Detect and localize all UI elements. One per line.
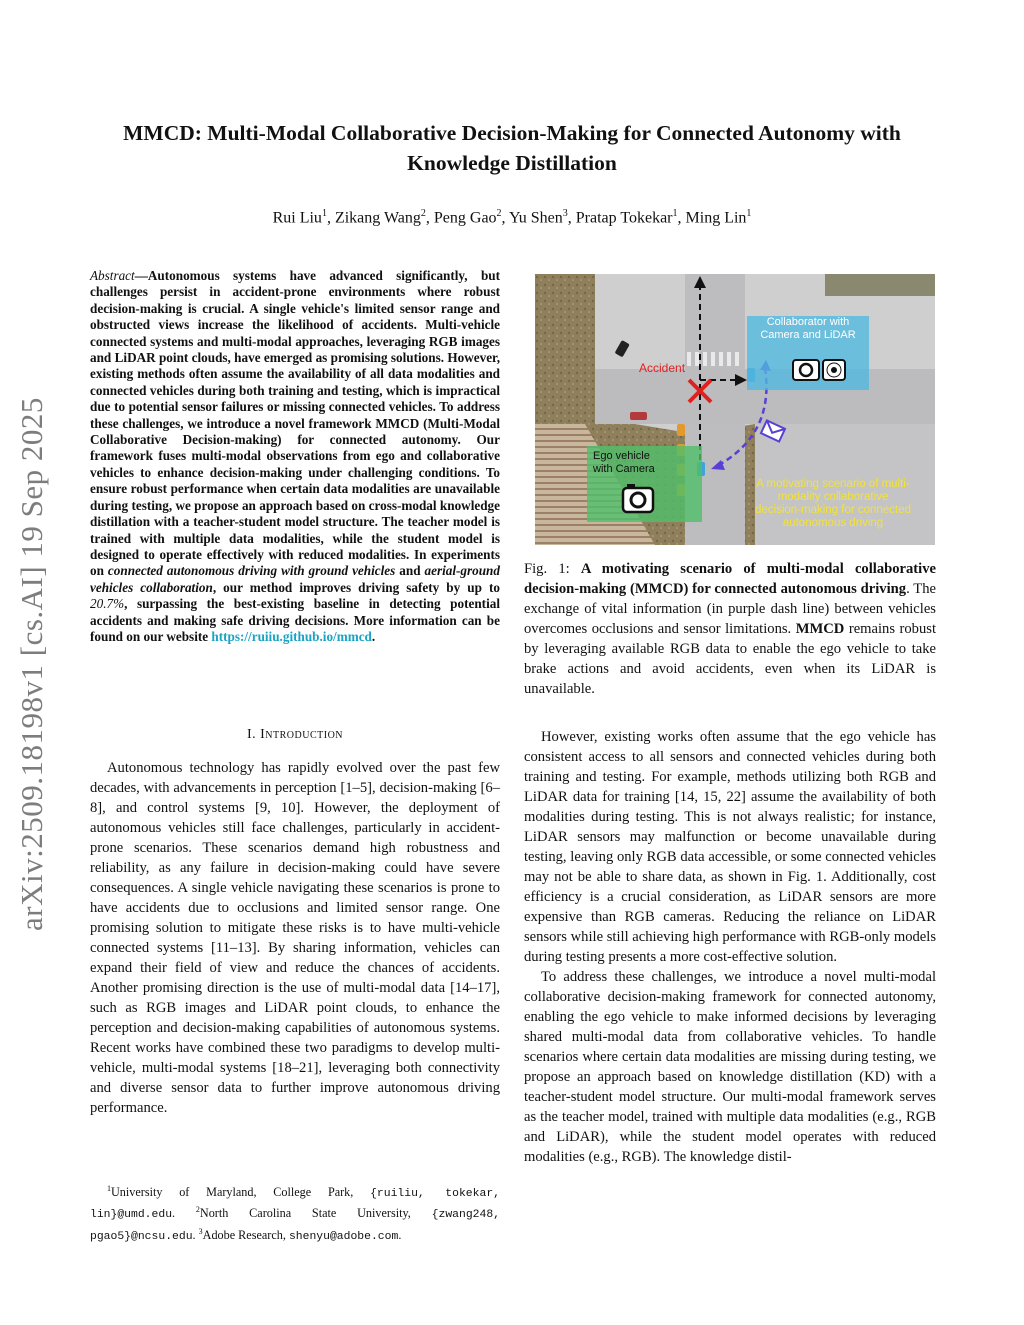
motivating-label-line-1: A motivating scenario of multi-: [756, 478, 910, 490]
author-name: Zikang Wang: [334, 209, 421, 227]
abstract-end: .: [371, 628, 376, 644]
motivating-label-line-2: modality collaborative: [777, 491, 889, 503]
title-line-1: MMCD: Multi-Modal Collaborative Decision-Making for Connected Autonomy with: [123, 121, 901, 145]
abstract-text-3: , our method improves driving safety by up to: [212, 579, 500, 595]
intro-column: [90, 758, 500, 1118]
aff-sep-2: .: [192, 1228, 199, 1242]
aff-email-1: {ruiliu, tokekar, lin}@umd.edu: [90, 1188, 500, 1222]
author-affiliation-mark: 2: [420, 208, 426, 219]
author-affiliation-mark: 2: [496, 208, 502, 219]
motivating-label-line-3: decision-making for connected: [755, 504, 911, 516]
affiliation-footnote: [90, 1181, 500, 1245]
ego-label-line-2: with Camera: [593, 463, 655, 475]
caption-bold-mmcd: MMCD: [795, 621, 845, 637]
aff-sep-3: .: [398, 1228, 402, 1242]
author-affiliation-mark: 1: [321, 208, 327, 219]
author-affiliation-mark: 3: [562, 208, 568, 219]
abstract-emph-1: connected autonomous driving with ground vehicles: [107, 563, 396, 579]
right-paragraph-1: However, existing works often assume that the ego vehicle has consistent access to all sensors and connected vehicles during both training and testing. For example, methods utilizing both RGB and LiDAR data for training [14, 15, 22] assume the availability of both modalities during testing. This is not always realistic; for instance, LiDAR sensors may malfunction or become unavailable during testing, leaving only RGB data accessible, or some connected vehicles may not be able to share data, as shown in Fig. 1. Additionally, cost efficiency is a crucial consideration, as LiDAR sensors are more expensive than RGB cameras. Reducing the reliance on LiDAR sensors while still achieving high performance with RGB-only models during testing presents a more cost-effective solution.: [524, 729, 936, 965]
author-name: Rui Liu: [272, 209, 322, 227]
intro-paragraph-1: Autonomous technology has rapidly evolved over the past few decades, with advancements in perception [1–5], decision-making [6–8], and control systems [9, 10]. However, the deployment of autonomous vehicles still face challenges, particularly in accident-prone scenarios. These scenarios demand high robustness and reliability, as any failure in decision-making could have severe consequences. A single vehicle navigating these scenarios is prone to have accidents due to occlusions and limited sensor range. One promising solution to mitigate these risks is to have multi-vehicle connected systems [11–13]. By sharing information, vehicles can expand their field of view and reduce the chances of accidents. Another promising direction is the use of multi-modal data [14–17], such as RGB images and LiDAR point clouds, to enhance the perception and decision-making capabilities of autonomous systems. Recent works have combined these two paradigms to develop multi-vehicle, multi-modal systems [18–21], leveraging both connectivity and diverse sensor data to further improve autonomous driving performance.: [90, 760, 500, 1116]
aff-text-2: North Carolina State University,: [199, 1206, 432, 1221]
right-column: [524, 727, 936, 1167]
collaborator-label-line-2: Camera and LiDAR: [760, 329, 856, 341]
author-name: Peng Gao: [433, 209, 497, 227]
figure-1-caption: [524, 559, 936, 699]
author-name: Pratap Tokekar: [575, 209, 673, 227]
abstract-text-2: and: [395, 563, 425, 579]
aff-email-2: {zwang248, pgao5}@ncsu.edu: [90, 1209, 501, 1243]
abstract-lead: Abstract: [90, 268, 135, 283]
aff-text-1: University of Maryland, College Park,: [111, 1185, 371, 1200]
caption-fig-label: Fig. 1:: [524, 561, 581, 577]
aff-mark-3: 3: [198, 1226, 203, 1236]
author-affiliation-mark: 1: [746, 208, 752, 219]
abstract: [90, 268, 500, 645]
caption-bold-title: A motivating scenario of multi-modal collaborative decision-making (MMCD) for connected autonomous driving: [524, 561, 936, 597]
abstract-emph-2: aerial-ground vehicles collaboration: [90, 563, 500, 595]
collaborator-label: [747, 316, 869, 342]
motivating-scenario-label: [733, 478, 933, 530]
author-name: Ming Lin: [685, 209, 747, 227]
aff-mark-2: 2: [195, 1205, 200, 1215]
aff-mark-1: 1: [107, 1184, 111, 1193]
abstract-text-4: , surpassing the best-existing baseline in detecting potential accidents and making safe driving decisions. More information can be found on our website: [90, 596, 500, 644]
abstract-text-1: Autonomous systems have advanced significantly, but challenges persist in accident-prone environments where robust decision-making is crucial. A single vehicle's limited sensor range and obstructed views increase the likelihood of accidents. Multi-vehicle connected systems and multi-modal approaches, leveraging RGB images and LiDAR point clouds, have emerged as promising solutions. However, existing methods often assume the availability of all data modalities and connected vehicles during both training and testing, which is impractical due to potential sensor failures or missing connected vehicles. To address these challenges, we introduce a novel framework MMCD (Multi-Modal Collaborative Decision-making) for connected autonomy. Our framework fuses multi-modal observations from ego and collaborative vehicles to enhance decision-making under challenging conditions. To ensure robust performance when certain data modalities are unavailable during testing, we propose an approach based on cross-modal knowledge distillation with a teacher-student model structure. The teacher model is trained with multiple data modalities, while the student model is designed to operate effectively with reduced modalities. In experiments on: [90, 268, 500, 579]
abstract-percent: 20.7%: [90, 596, 125, 612]
caption-text-2: remains robust by leveraging available RGB data to enable the ego vehicle to take brake actions and avoid accidents, even when its LiDAR is unavailable.: [524, 621, 936, 697]
caption-text-1: . The exchange of vital information (in purple dash line) between vehicles overcomes occlusions and sensor limitations.: [524, 581, 936, 637]
accident-label: Accident: [639, 361, 686, 375]
arxiv-stamp: arXiv:2509.18198v1 [cs.AI] 19 Sep 2025: [14, 397, 49, 931]
author-name: Yu Shen: [508, 209, 563, 227]
ego-label-line-1: Ego vehicle: [593, 450, 650, 462]
paper-title: [70, 118, 954, 178]
aff-email-3: shenyu@adobe.com: [288, 1231, 399, 1243]
title-line-2: Knowledge Distillation: [407, 151, 617, 175]
aff-text-3: Adobe Research,: [202, 1228, 289, 1242]
section-heading: I. Introduction: [246, 727, 344, 742]
ego-label: [593, 450, 655, 476]
collaborator-label-line-1: Collaborator with: [766, 316, 850, 328]
motivating-label-line-4: autonomous driving: [782, 517, 884, 529]
website-link[interactable]: https://ruiiu.github.io/mmcd: [211, 628, 372, 644]
abstract-dash: —: [134, 268, 148, 283]
author-affiliation-mark: 1: [672, 208, 678, 219]
right-paragraph-2: To address these challenges, we introduce a novel multi-modal collaborative decision-making framework for connected autonomy, enabling the ego vehicle to make informed decisions by leveraging shared multi-modal data from collaborative vehicles. To handle scenarios where certain data modalities are missing during testing, we propose an approach based on knowledge distillation (KD) with a teacher-student model structure. Our multi-modal framework serves as the teacher model, trained with multiple data modalities (e.g., RGB and LiDAR), while the student model operates with reduced modalities (e.g., RGB). The knowledge distil-: [524, 969, 936, 1165]
aff-sep-1: .: [172, 1206, 196, 1221]
author-list: Rui Liu$^1$, Zikang Wang$^2$, Peng Gao$^2$, Yu Shen$^3$, Pratap Tokekar$^1$, Ming Lin$^1$: [272, 208, 752, 227]
figure-1-scene: [535, 274, 935, 545]
